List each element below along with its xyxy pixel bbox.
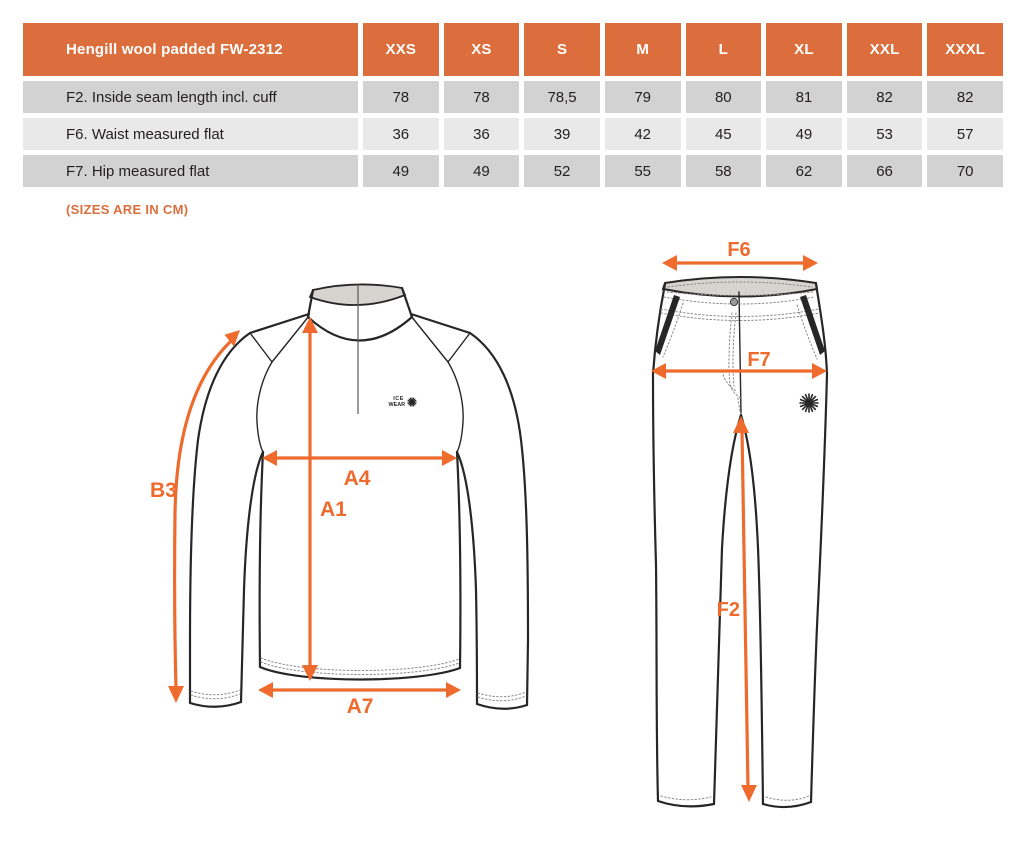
measure-label-f2: F2: [716, 599, 740, 621]
cell-value: 49: [363, 155, 439, 187]
garment-diagrams: [0, 230, 1027, 852]
row-label: F6. Waist measured flat: [23, 118, 358, 150]
measure-arrow-f6: [662, 239, 818, 271]
table-row-f6: [23, 118, 1003, 150]
logo-text-line2: WEAR: [388, 402, 405, 408]
pants-drawing: [651, 239, 827, 807]
cell-value: 81: [766, 81, 842, 113]
cell-value: 82: [847, 81, 923, 113]
measure-arrow-b3: [150, 330, 240, 703]
cell-value: 42: [605, 118, 681, 150]
sweater-drawing: [150, 284, 528, 718]
size-header-xl: XL: [766, 23, 842, 76]
logo-text-line1: ICE: [393, 396, 404, 402]
size-header-s: S: [524, 23, 600, 76]
measure-label-a4: A4: [343, 467, 371, 490]
waist-button: [730, 298, 737, 305]
cell-value: 82: [927, 81, 1003, 113]
size-header-m: M: [605, 23, 681, 76]
cell-value: 36: [444, 118, 520, 150]
measure-arrow-a1: [302, 317, 347, 681]
measure-label-b3: B3: [150, 479, 177, 502]
cell-value: 78,5: [524, 81, 600, 113]
cell-value: 57: [927, 118, 1003, 150]
cell-value: 66: [847, 155, 923, 187]
measure-label-a1: A1: [320, 498, 347, 521]
cell-value: 80: [686, 81, 762, 113]
size-header-xxxl: XXXL: [927, 23, 1003, 76]
cell-value: 62: [766, 155, 842, 187]
row-label: F7. Hip measured flat: [23, 155, 358, 187]
measure-label-f7: F7: [747, 349, 771, 371]
cell-value: 49: [444, 155, 520, 187]
cell-value: 78: [363, 81, 439, 113]
cell-value: 79: [605, 81, 681, 113]
size-table: [23, 23, 1003, 192]
icewear-logo: [389, 396, 417, 408]
cell-value: 58: [686, 155, 762, 187]
cell-value: 36: [363, 118, 439, 150]
cell-value: 53: [847, 118, 923, 150]
cell-value: 70: [927, 155, 1003, 187]
size-header-xxs: XXS: [363, 23, 439, 76]
size-header-l: L: [686, 23, 762, 76]
cell-value: 39: [524, 118, 600, 150]
cell-value: 52: [524, 155, 600, 187]
measure-label-f6: F6: [727, 239, 751, 261]
measure-arrow-f2: [717, 416, 757, 802]
table-header-row: [23, 23, 1003, 76]
measure-arrow-a7: [258, 682, 461, 718]
sizes-unit-note: (SIZES ARE IN CM): [66, 202, 189, 217]
measure-arrow-a4: [262, 450, 457, 490]
row-label: F2. Inside seam length incl. cuff: [23, 81, 358, 113]
snowflake-icon: [800, 394, 818, 412]
size-header-xxl: XXL: [847, 23, 923, 76]
measure-arrow-f7: [651, 349, 827, 379]
table-row-f2: [23, 81, 1003, 113]
table-row-f7: [23, 155, 1003, 187]
cell-value: 49: [766, 118, 842, 150]
size-header-xs: XS: [444, 23, 520, 76]
measure-label-a7: A7: [346, 695, 374, 718]
snowflake-icon: [408, 398, 416, 406]
cell-value: 55: [605, 155, 681, 187]
cell-value: 78: [444, 81, 520, 113]
product-name-header: Hengill wool padded FW-2312: [23, 23, 358, 76]
cell-value: 45: [686, 118, 762, 150]
